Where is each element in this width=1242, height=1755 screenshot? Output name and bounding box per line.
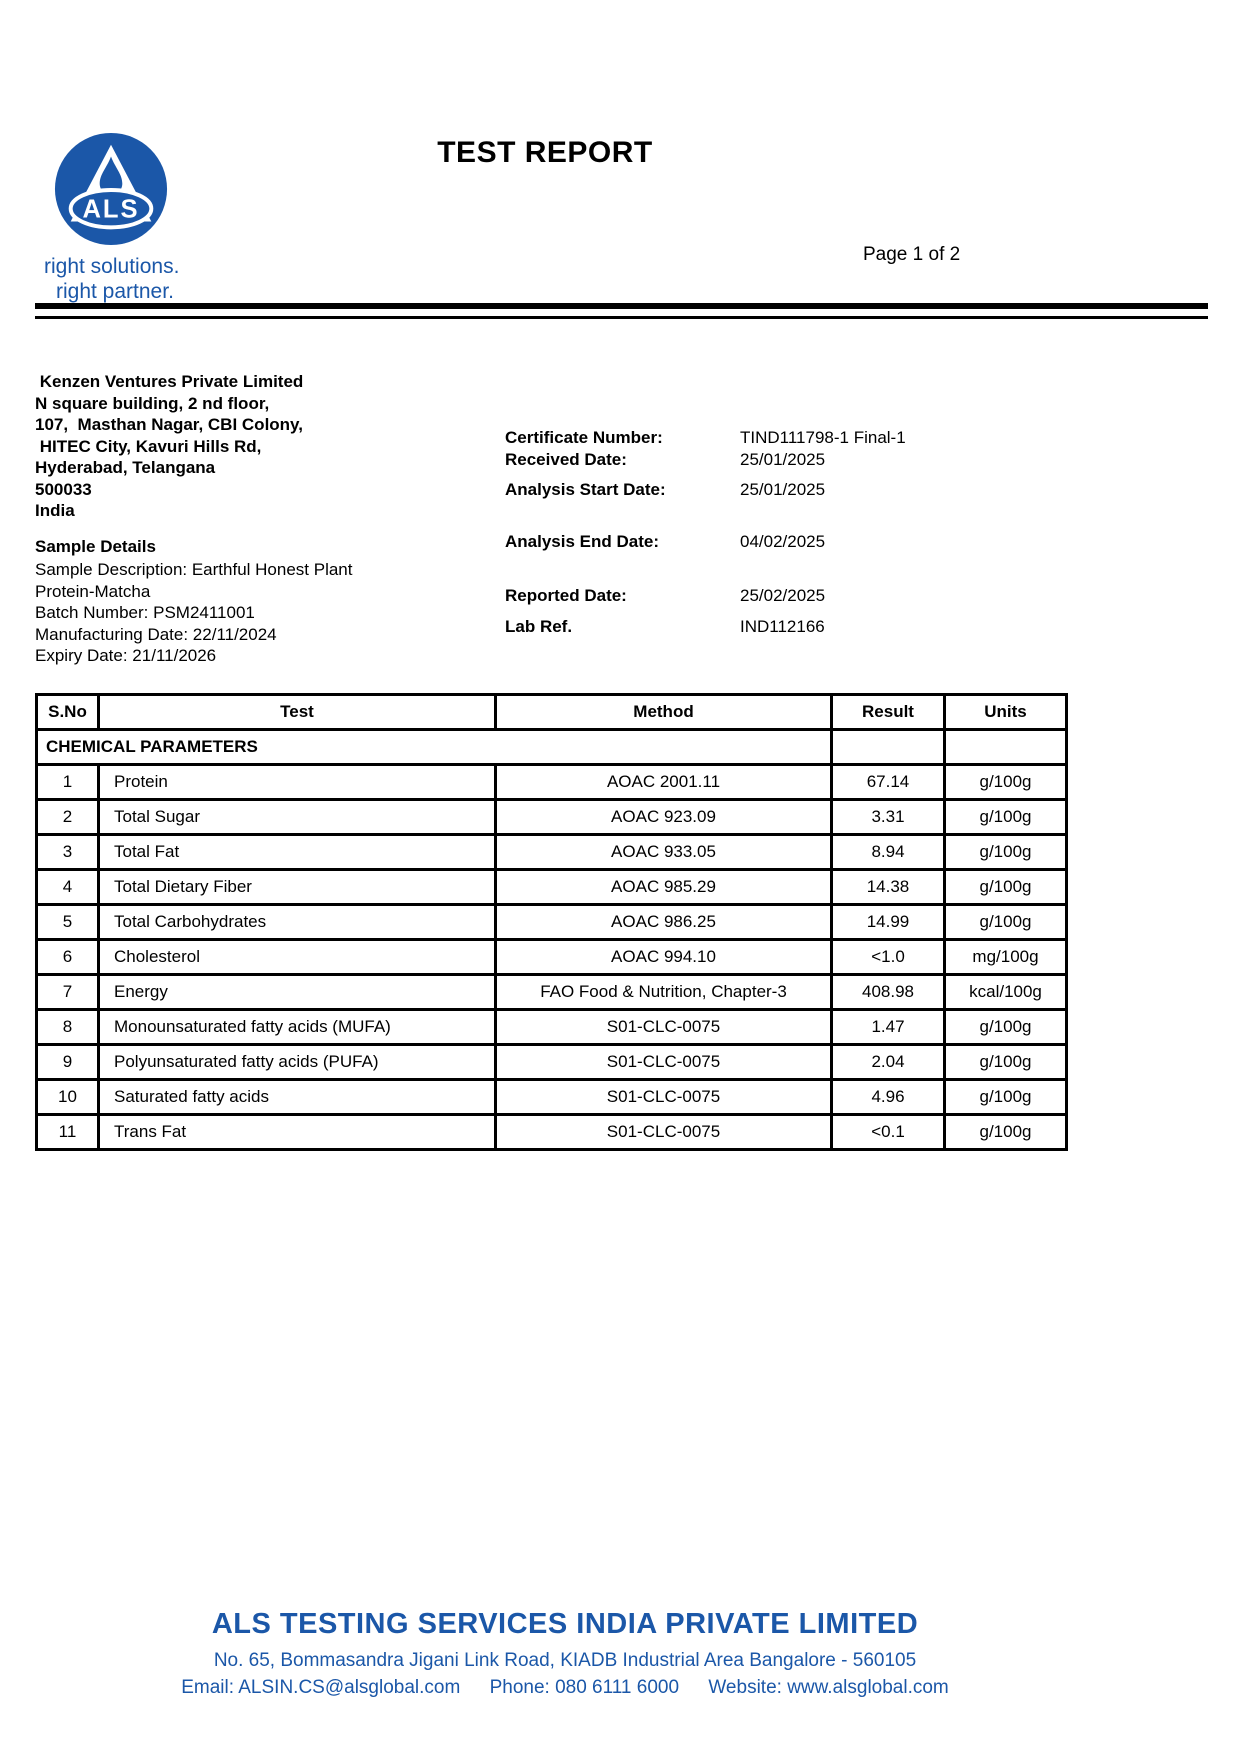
- cell-method: AOAC 933.05: [496, 835, 832, 870]
- cell-test: Monounsaturated fatty acids (MUFA): [99, 1010, 496, 1045]
- sample-details-line: Protein-Matcha: [35, 581, 151, 601]
- table-row: [37, 870, 1067, 905]
- cell-test: Protein: [99, 765, 496, 800]
- cell-sno: 11: [37, 1115, 99, 1150]
- cell-test: Polyunsaturated fatty acids (PUFA): [99, 1045, 496, 1080]
- sample-details-line: Expiry Date: 21/11/2026: [35, 646, 217, 665]
- cell-method: AOAC 985.29: [496, 870, 832, 905]
- certificate-field-label: Received Date:: [505, 450, 627, 469]
- cell-units: g/100g: [945, 1080, 1067, 1115]
- cell-units: g/100g: [945, 835, 1067, 870]
- table-row: [37, 800, 1067, 835]
- certificate-field-value: 25/01/2025: [740, 450, 826, 469]
- cell-result: <0.1: [832, 1115, 945, 1150]
- brand-tagline: [44, 254, 179, 304]
- cell-units: g/100g: [945, 1115, 1067, 1150]
- sample-details: [35, 559, 353, 667]
- cell-sno: 3: [37, 835, 99, 870]
- customer-address: [35, 371, 303, 522]
- cell-result: 1.47: [832, 1010, 945, 1045]
- section-header-row: [37, 730, 1067, 765]
- certificate-field: [505, 427, 1105, 449]
- cell-sno: 7: [37, 975, 99, 1010]
- certificate-field-label: Lab Ref.: [505, 617, 573, 636]
- certificate-field-value: IND112166: [740, 617, 825, 636]
- cell-method: AOAC 986.25: [496, 905, 832, 940]
- table-row: [37, 975, 1067, 1010]
- section-header: CHEMICAL PARAMETERS: [37, 730, 832, 765]
- header-sno: S.No: [37, 695, 99, 730]
- cell-method: AOAC 923.09: [496, 800, 832, 835]
- customer-address-line: Hyderabad, Telangana: [35, 458, 216, 477]
- page-title: TEST REPORT: [437, 136, 653, 169]
- cell-method: AOAC 994.10: [496, 940, 832, 975]
- sample-details-line: Manufacturing Date: 22/11/2024: [35, 624, 277, 644]
- results-table: [35, 693, 1068, 1151]
- cell-method: AOAC 2001.11: [496, 765, 832, 800]
- lab-address: No. 65, Bommasandra Jigani Link Road, KIADB Industrial Area Bangalore - 560105: [213, 1650, 917, 1671]
- cell-sno: 4: [37, 870, 99, 905]
- cell-test: Total Fat: [99, 835, 496, 870]
- certificate-field: [505, 449, 1105, 471]
- table-row: [37, 1010, 1067, 1045]
- certificate-field-value: 25/02/2025: [740, 586, 826, 605]
- cell-method: FAO Food & Nutrition, Chapter-3: [496, 975, 832, 1010]
- cell-test: Saturated fatty acids: [99, 1080, 496, 1115]
- header-test: Test: [99, 695, 496, 730]
- cell-units: mg/100g: [945, 940, 1067, 975]
- cell-method: S01-CLC-0075: [496, 1080, 832, 1115]
- tagline-line-2: right partner.: [56, 280, 174, 303]
- cell-units: g/100g: [945, 1045, 1067, 1080]
- section-empty-units: [945, 730, 1067, 765]
- customer-address-line: N square building, 2 nd floor,: [35, 393, 270, 413]
- lab-website: Website: www.alsglobal.com: [708, 1677, 949, 1698]
- lab-contact-line: [0, 1677, 1130, 1699]
- certificate-field-value: 25/01/2025: [740, 480, 826, 499]
- header-result: Result: [832, 695, 945, 730]
- certificate-field: [505, 585, 1105, 607]
- table-row: [37, 765, 1067, 800]
- certificate-fields: [505, 427, 1105, 638]
- lab-email: Email: ALSIN.CS@alsglobal.com: [181, 1677, 461, 1698]
- table-row: [37, 835, 1067, 870]
- cell-result: 14.38: [832, 870, 945, 905]
- cell-sno: 1: [37, 765, 99, 800]
- cell-test: Total Dietary Fiber: [99, 870, 496, 905]
- cell-units: g/100g: [945, 765, 1067, 800]
- cell-sno: 2: [37, 800, 99, 835]
- cell-sno: 9: [37, 1045, 99, 1080]
- header-divider-thick: [35, 303, 1208, 309]
- cell-units: g/100g: [945, 905, 1067, 940]
- section-empty-result: [832, 730, 945, 765]
- customer-address-line: 500033: [35, 479, 92, 499]
- cell-test: Total Sugar: [99, 800, 496, 835]
- cell-result: 4.96: [832, 1080, 945, 1115]
- table-row: [37, 940, 1067, 975]
- cell-result: <1.0: [832, 940, 945, 975]
- tagline-line-1: right solutions.: [44, 255, 180, 278]
- certificate-field-label: Certificate Number:: [505, 428, 663, 447]
- cell-method: S01-CLC-0075: [496, 1045, 832, 1080]
- cell-sno: 8: [37, 1010, 99, 1045]
- lab-company-name: ALS TESTING SERVICES INDIA PRIVATE LIMITED: [211, 1608, 919, 1640]
- cell-units: g/100g: [945, 800, 1067, 835]
- customer-address-line: 107, Masthan Nagar, CBI Colony,: [35, 415, 303, 434]
- certificate-field-label: Reported Date:: [505, 586, 627, 605]
- customer-address-line: Kenzen Ventures Private Limited: [35, 372, 304, 391]
- cell-test: Total Carbohydrates: [99, 905, 496, 940]
- certificate-field-value: TIND111798-1 Final-1: [740, 428, 906, 447]
- cell-test: Trans Fat: [99, 1115, 496, 1150]
- lab-phone: Phone: 080 6111 6000: [489, 1677, 680, 1698]
- cell-method: S01-CLC-0075: [496, 1010, 832, 1045]
- sample-details-heading: Sample Details: [35, 537, 156, 556]
- sample-details-line: Batch Number: PSM2411001: [35, 603, 255, 622]
- certificate-field-label: Analysis Start Date:: [505, 480, 666, 499]
- page-number: Page 1 of 2: [863, 244, 961, 265]
- cell-sno: 10: [37, 1080, 99, 1115]
- sample-details-line: Sample Description: Earthful Honest Plant: [35, 560, 353, 579]
- lab-footer: [0, 1608, 1130, 1699]
- cell-sno: 5: [37, 905, 99, 940]
- cell-result: 67.14: [832, 765, 945, 800]
- cell-units: g/100g: [945, 1010, 1067, 1045]
- cell-test: Energy: [99, 975, 496, 1010]
- cell-method: S01-CLC-0075: [496, 1115, 832, 1150]
- customer-address-line: HITEC City, Kavuri Hills Rd,: [35, 436, 262, 456]
- cell-result: 408.98: [832, 975, 945, 1010]
- header-divider-thin: [35, 316, 1208, 319]
- table-row: [37, 1045, 1067, 1080]
- cell-result: 8.94: [832, 835, 945, 870]
- certificate-field: [505, 479, 1105, 501]
- certificate-field-label: Analysis End Date:: [505, 532, 659, 551]
- table-row: [37, 1115, 1067, 1150]
- table-row: [37, 905, 1067, 940]
- als-logo-monogram: ALS: [82, 195, 140, 224]
- header-units: Units: [945, 695, 1067, 730]
- cell-units: kcal/100g: [945, 975, 1067, 1010]
- cell-result: 3.31: [832, 800, 945, 835]
- cell-result: 14.99: [832, 905, 945, 940]
- cell-sno: 6: [37, 940, 99, 975]
- certificate-field: [505, 616, 1105, 638]
- customer-address-line: India: [35, 501, 75, 520]
- table-row: [37, 1080, 1067, 1115]
- header-method: Method: [496, 695, 832, 730]
- certificate-field: [505, 531, 1105, 553]
- cell-test: Cholesterol: [99, 940, 496, 975]
- cell-units: g/100g: [945, 870, 1067, 905]
- table-header-row: [37, 695, 1067, 730]
- certificate-field-value: 04/02/2025: [740, 532, 826, 551]
- cell-result: 2.04: [832, 1045, 945, 1080]
- results-table-body: [37, 730, 1067, 1150]
